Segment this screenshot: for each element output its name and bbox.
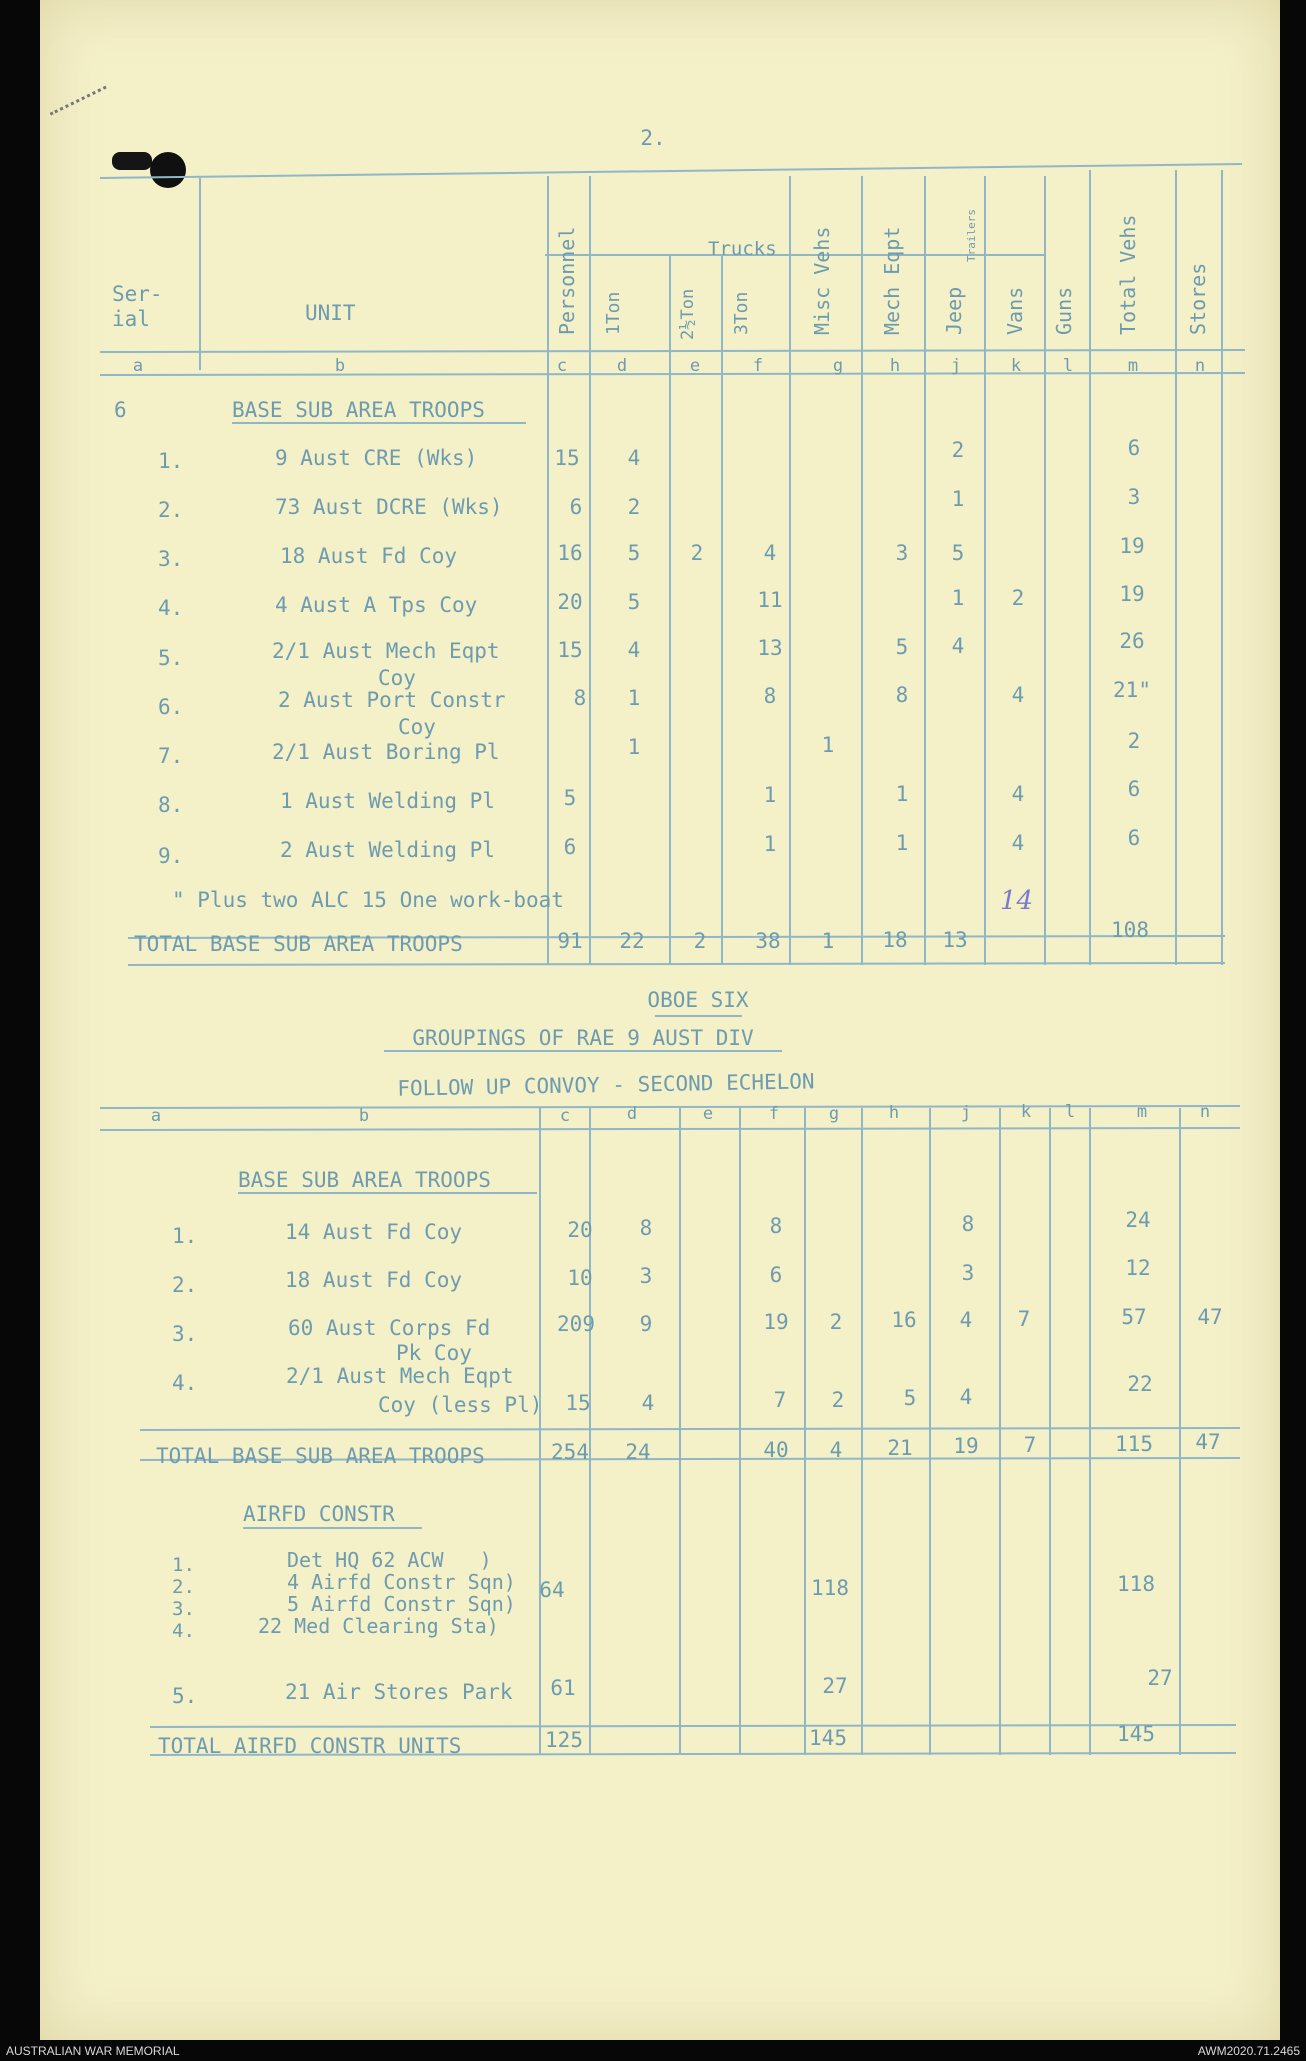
cell-mech: 5: [903, 1386, 917, 1410]
cell-3ton: 4: [763, 541, 777, 565]
col-letter: e: [689, 356, 701, 376]
row-number: 9.: [158, 844, 184, 868]
total-stores: 47: [1195, 1430, 1221, 1454]
header-vans: Vans: [1003, 286, 1027, 335]
col-letter: j: [960, 1103, 972, 1123]
title-follow-up-convoy: FOLLOW UP CONVOY - SECOND ECHELON: [397, 1069, 815, 1101]
cell-jeep: 1: [951, 487, 965, 511]
row-unit: 22 Med Clearing Sta): [258, 1614, 499, 1638]
cell-misc: 27: [822, 1674, 848, 1698]
cell-total: 19: [1119, 582, 1145, 606]
cell-personnel: 10: [567, 1266, 593, 1290]
cell-personnel: 209: [557, 1312, 595, 1336]
row-number: 3.: [158, 547, 184, 571]
row-unit-cont: Pk Coy: [396, 1341, 472, 1365]
cell-personnel: 15: [554, 446, 580, 470]
row-unit: 2 Aust Port Constr: [278, 688, 506, 712]
col-letter: e: [702, 1104, 714, 1124]
cell-mech: 8: [895, 683, 909, 707]
row-number: 5.: [172, 1684, 198, 1708]
cell-personnel: 20: [567, 1218, 593, 1242]
row-unit: 21 Air Stores Park: [285, 1680, 513, 1704]
cell-1ton: 4: [627, 638, 641, 662]
cell-personnel: 20: [557, 590, 583, 614]
total-vehs: 145: [1117, 1722, 1155, 1746]
cell-total: 118: [1117, 1572, 1155, 1596]
cell-jeep: 1: [951, 586, 965, 610]
row-number: 2.: [172, 1576, 195, 1598]
cell-total: 26: [1119, 629, 1145, 653]
cell-vans: 7: [1017, 1307, 1031, 1331]
footnote: " Plus two ALC 15 One work-boat: [172, 888, 564, 912]
section-title: AIRFD CONSTR: [243, 1502, 395, 1526]
total-3ton: 38: [755, 929, 781, 953]
row-number: 7.: [158, 744, 184, 768]
total-2-5ton: 2: [693, 929, 707, 953]
pencil-annotation: 14: [1000, 886, 1034, 916]
header-personnel: Personnel: [555, 226, 579, 335]
row-number: 1.: [172, 1224, 198, 1248]
title-oboe-six: OBOE SIX: [647, 988, 749, 1012]
cell-3ton: 7: [773, 1388, 787, 1412]
cell-1ton: 9: [639, 1312, 653, 1336]
cell-misc: 2: [829, 1310, 843, 1334]
total-mech: 21: [887, 1436, 913, 1460]
header-2-5ton: 2½Ton: [678, 288, 698, 340]
row-number: 8.: [158, 793, 184, 817]
row-number: 4.: [172, 1371, 198, 1395]
cell-total: 6: [1127, 826, 1141, 850]
header-misc-vehs: Misc Vehs: [810, 226, 834, 335]
row-number: 4.: [172, 1620, 195, 1642]
cell-total: 3: [1127, 485, 1141, 509]
row-unit: 1 Aust Welding Pl: [280, 789, 495, 813]
cell-total: 6: [1127, 777, 1141, 801]
col-letter: j: [950, 356, 962, 376]
row-unit: 5 Airfd Constr Sqn): [287, 1592, 516, 1616]
header-unit: UNIT: [305, 301, 356, 325]
row-number: 1.: [172, 1554, 195, 1576]
col-letter: a: [132, 356, 144, 376]
row-unit: 14 Aust Fd Coy: [285, 1220, 463, 1244]
col-letter: d: [626, 1104, 638, 1124]
footer-source: AUSTRALIAN WAR MEMORIAL: [6, 2044, 180, 2058]
row-number: 2.: [172, 1273, 198, 1297]
total-jeep: 13: [942, 928, 968, 952]
col-letter: b: [334, 356, 346, 376]
cell-1ton: 2: [627, 495, 641, 519]
cell-mech: 5: [895, 635, 909, 659]
col-letter: h: [889, 356, 901, 376]
col-letter: n: [1199, 1102, 1211, 1122]
row-number: 3.: [172, 1598, 195, 1620]
cell-1ton: 1: [627, 735, 641, 759]
total-misc: 145: [809, 1726, 847, 1750]
section-title: BASE SUB AREA TROOPS: [232, 398, 485, 422]
col-letter: a: [150, 1106, 162, 1126]
cell-misc: 1: [821, 733, 835, 757]
col-letter: k: [1020, 1102, 1032, 1122]
cell-1ton: 8: [639, 1216, 653, 1240]
cell-1ton: 1: [627, 686, 641, 710]
row-unit: 2/1 Aust Mech Eqpt: [272, 639, 500, 663]
row-unit: 2/1 Aust Mech Eqpt: [286, 1364, 514, 1388]
cell-1ton: 5: [627, 590, 641, 614]
total-label: TOTAL BASE SUB AREA TROOPS: [156, 1444, 485, 1468]
cell-mech: 3: [895, 541, 909, 565]
header-3ton: 3Ton: [731, 291, 752, 335]
row-unit: 9 Aust CRE (Wks): [275, 446, 478, 470]
cell-total: 12: [1125, 1256, 1151, 1280]
row-number: 4.: [158, 596, 184, 620]
cell-3ton: 13: [757, 636, 783, 660]
cell-vans: 4: [1011, 831, 1025, 855]
row-number: 3.: [172, 1322, 198, 1346]
cell-personnel: 16: [557, 541, 583, 565]
cell-jeep: 3: [961, 1261, 975, 1285]
cell-3ton: 6: [769, 1263, 783, 1287]
page-number: 2.: [640, 126, 666, 150]
header-1ton: 1Ton: [603, 291, 624, 335]
total-1ton: 24: [625, 1440, 651, 1464]
cell-personnel: 61: [550, 1676, 576, 1700]
header-stores: Stores: [1186, 262, 1210, 335]
cell-2-5ton: 2: [690, 541, 704, 565]
row-unit: 18 Aust Fd Coy: [280, 544, 458, 568]
total-1ton: 22: [619, 929, 645, 953]
cell-vans: 2: [1011, 586, 1025, 610]
col-letter: f: [752, 356, 764, 376]
col-letter: m: [1136, 1102, 1148, 1122]
col-letter: d: [616, 356, 628, 376]
col-letter: c: [559, 1106, 571, 1126]
col-letter: m: [1127, 356, 1139, 376]
cell-total: 57: [1121, 1305, 1147, 1329]
cell-jeep: 4: [959, 1308, 973, 1332]
cell-3ton: 8: [769, 1214, 783, 1238]
header-trucks: Trucks: [708, 238, 777, 260]
total-misc: 4: [829, 1438, 843, 1462]
col-letter: c: [556, 356, 568, 376]
row-unit: 4 Airfd Constr Sqn): [287, 1570, 516, 1594]
row-unit: 4 Aust A Tps Coy: [275, 593, 478, 617]
cell-total: 27: [1147, 1666, 1173, 1690]
cell-3ton: 1: [763, 783, 777, 807]
col-letter: g: [828, 1104, 840, 1124]
section-title: BASE SUB AREA TROOPS: [238, 1168, 491, 1192]
total-vehs: 108: [1111, 918, 1149, 942]
row-unit-cont: Coy (less Pl): [378, 1393, 543, 1417]
cell-vans: 4: [1011, 782, 1025, 806]
cell-1ton: 3: [639, 1264, 653, 1288]
total-personnel: 91: [557, 929, 583, 953]
col-letter: h: [888, 1103, 900, 1123]
header-mech-eqpt: Mech Eqpt: [880, 226, 904, 335]
cell-misc: 118: [811, 1576, 849, 1600]
header-serial: Ser- ial: [112, 282, 163, 332]
cell-personnel: 6: [563, 835, 577, 859]
title-groupings: GROUPINGS OF RAE 9 AUST DIV: [412, 1026, 754, 1050]
cell-vans: 4: [1011, 683, 1025, 707]
total-personnel: 125: [545, 1728, 583, 1752]
row-number: 5.: [158, 646, 184, 670]
cell-personnel: 64: [539, 1578, 565, 1602]
cell-total: 2: [1127, 729, 1141, 753]
total-personnel: 254: [551, 1440, 589, 1464]
row-number: 6.: [158, 695, 184, 719]
cell-total: 24: [1125, 1208, 1151, 1232]
cell-mech: 16: [891, 1308, 917, 1332]
cell-misc: 2: [831, 1388, 845, 1412]
total-mech: 18: [882, 928, 908, 952]
cell-personnel: 5: [563, 786, 577, 810]
cell-personnel: 15: [565, 1391, 591, 1415]
cell-stores: 47: [1197, 1305, 1223, 1329]
row-unit-cont: Coy: [398, 715, 436, 739]
row-unit: 2 Aust Welding Pl: [280, 838, 495, 862]
cell-jeep: 4: [951, 634, 965, 658]
row-unit: 60 Aust Corps Fd: [288, 1316, 491, 1340]
col-letter: l: [1064, 1102, 1076, 1122]
row-unit-cont: Coy: [378, 666, 416, 690]
row-unit: 2/1 Aust Boring Pl: [272, 740, 500, 764]
header-total-vehs: Total Vehs: [1116, 214, 1140, 335]
cell-1ton: 4: [627, 446, 641, 470]
cell-3ton: 1: [763, 832, 777, 856]
total-3ton: 40: [763, 1438, 789, 1462]
total-jeep: 19: [953, 1434, 979, 1458]
cell-total: 19: [1119, 534, 1145, 558]
col-letter: f: [768, 1104, 780, 1124]
col-letter: g: [832, 356, 844, 376]
cell-personnel: 6: [569, 495, 583, 519]
row-unit: 73 Aust DCRE (Wks): [275, 495, 503, 519]
row-unit: 18 Aust Fd Coy: [285, 1268, 463, 1292]
total-vehs: 115: [1115, 1432, 1153, 1456]
col-letter: k: [1010, 356, 1022, 376]
cell-jeep: 2: [951, 438, 965, 462]
header-jeep: Jeep: [942, 286, 966, 335]
row-number: 1.: [158, 449, 184, 473]
col-letter: n: [1194, 356, 1206, 376]
total-label: TOTAL BASE SUB AREA TROOPS: [134, 932, 463, 956]
header-jeep-trailers: Trailers: [965, 209, 978, 262]
col-letter: b: [358, 1106, 370, 1126]
cell-3ton: 19: [763, 1310, 789, 1334]
col-letter: l: [1062, 356, 1074, 376]
total-vans: 7: [1023, 1433, 1037, 1457]
cell-total: 21": [1113, 678, 1151, 702]
cell-mech: 1: [895, 831, 909, 855]
cell-jeep: 8: [961, 1212, 975, 1236]
cell-personnel: 15: [557, 638, 583, 662]
cell-1ton: 5: [627, 541, 641, 565]
row-number: 2.: [158, 498, 184, 522]
cell-total: 22: [1127, 1372, 1153, 1396]
cell-mech: 1: [895, 782, 909, 806]
cell-personnel: 8: [573, 686, 587, 710]
header-guns: Guns: [1052, 286, 1076, 335]
row-unit: Det HQ 62 ACW ): [287, 1548, 492, 1572]
cell-3ton: 8: [763, 684, 777, 708]
cell-total: 6: [1127, 436, 1141, 460]
cell-1ton: 4: [641, 1391, 655, 1415]
total-misc: 1: [821, 929, 835, 953]
cell-jeep: 5: [951, 541, 965, 565]
cell-jeep: 4: [959, 1385, 973, 1409]
cell-3ton: 11: [757, 588, 783, 612]
section-serial: 6: [114, 398, 127, 422]
total-label: TOTAL AIRFD CONSTR UNITS: [158, 1734, 462, 1758]
footer-reference: AWM2020.71.2465: [1197, 2044, 1300, 2058]
